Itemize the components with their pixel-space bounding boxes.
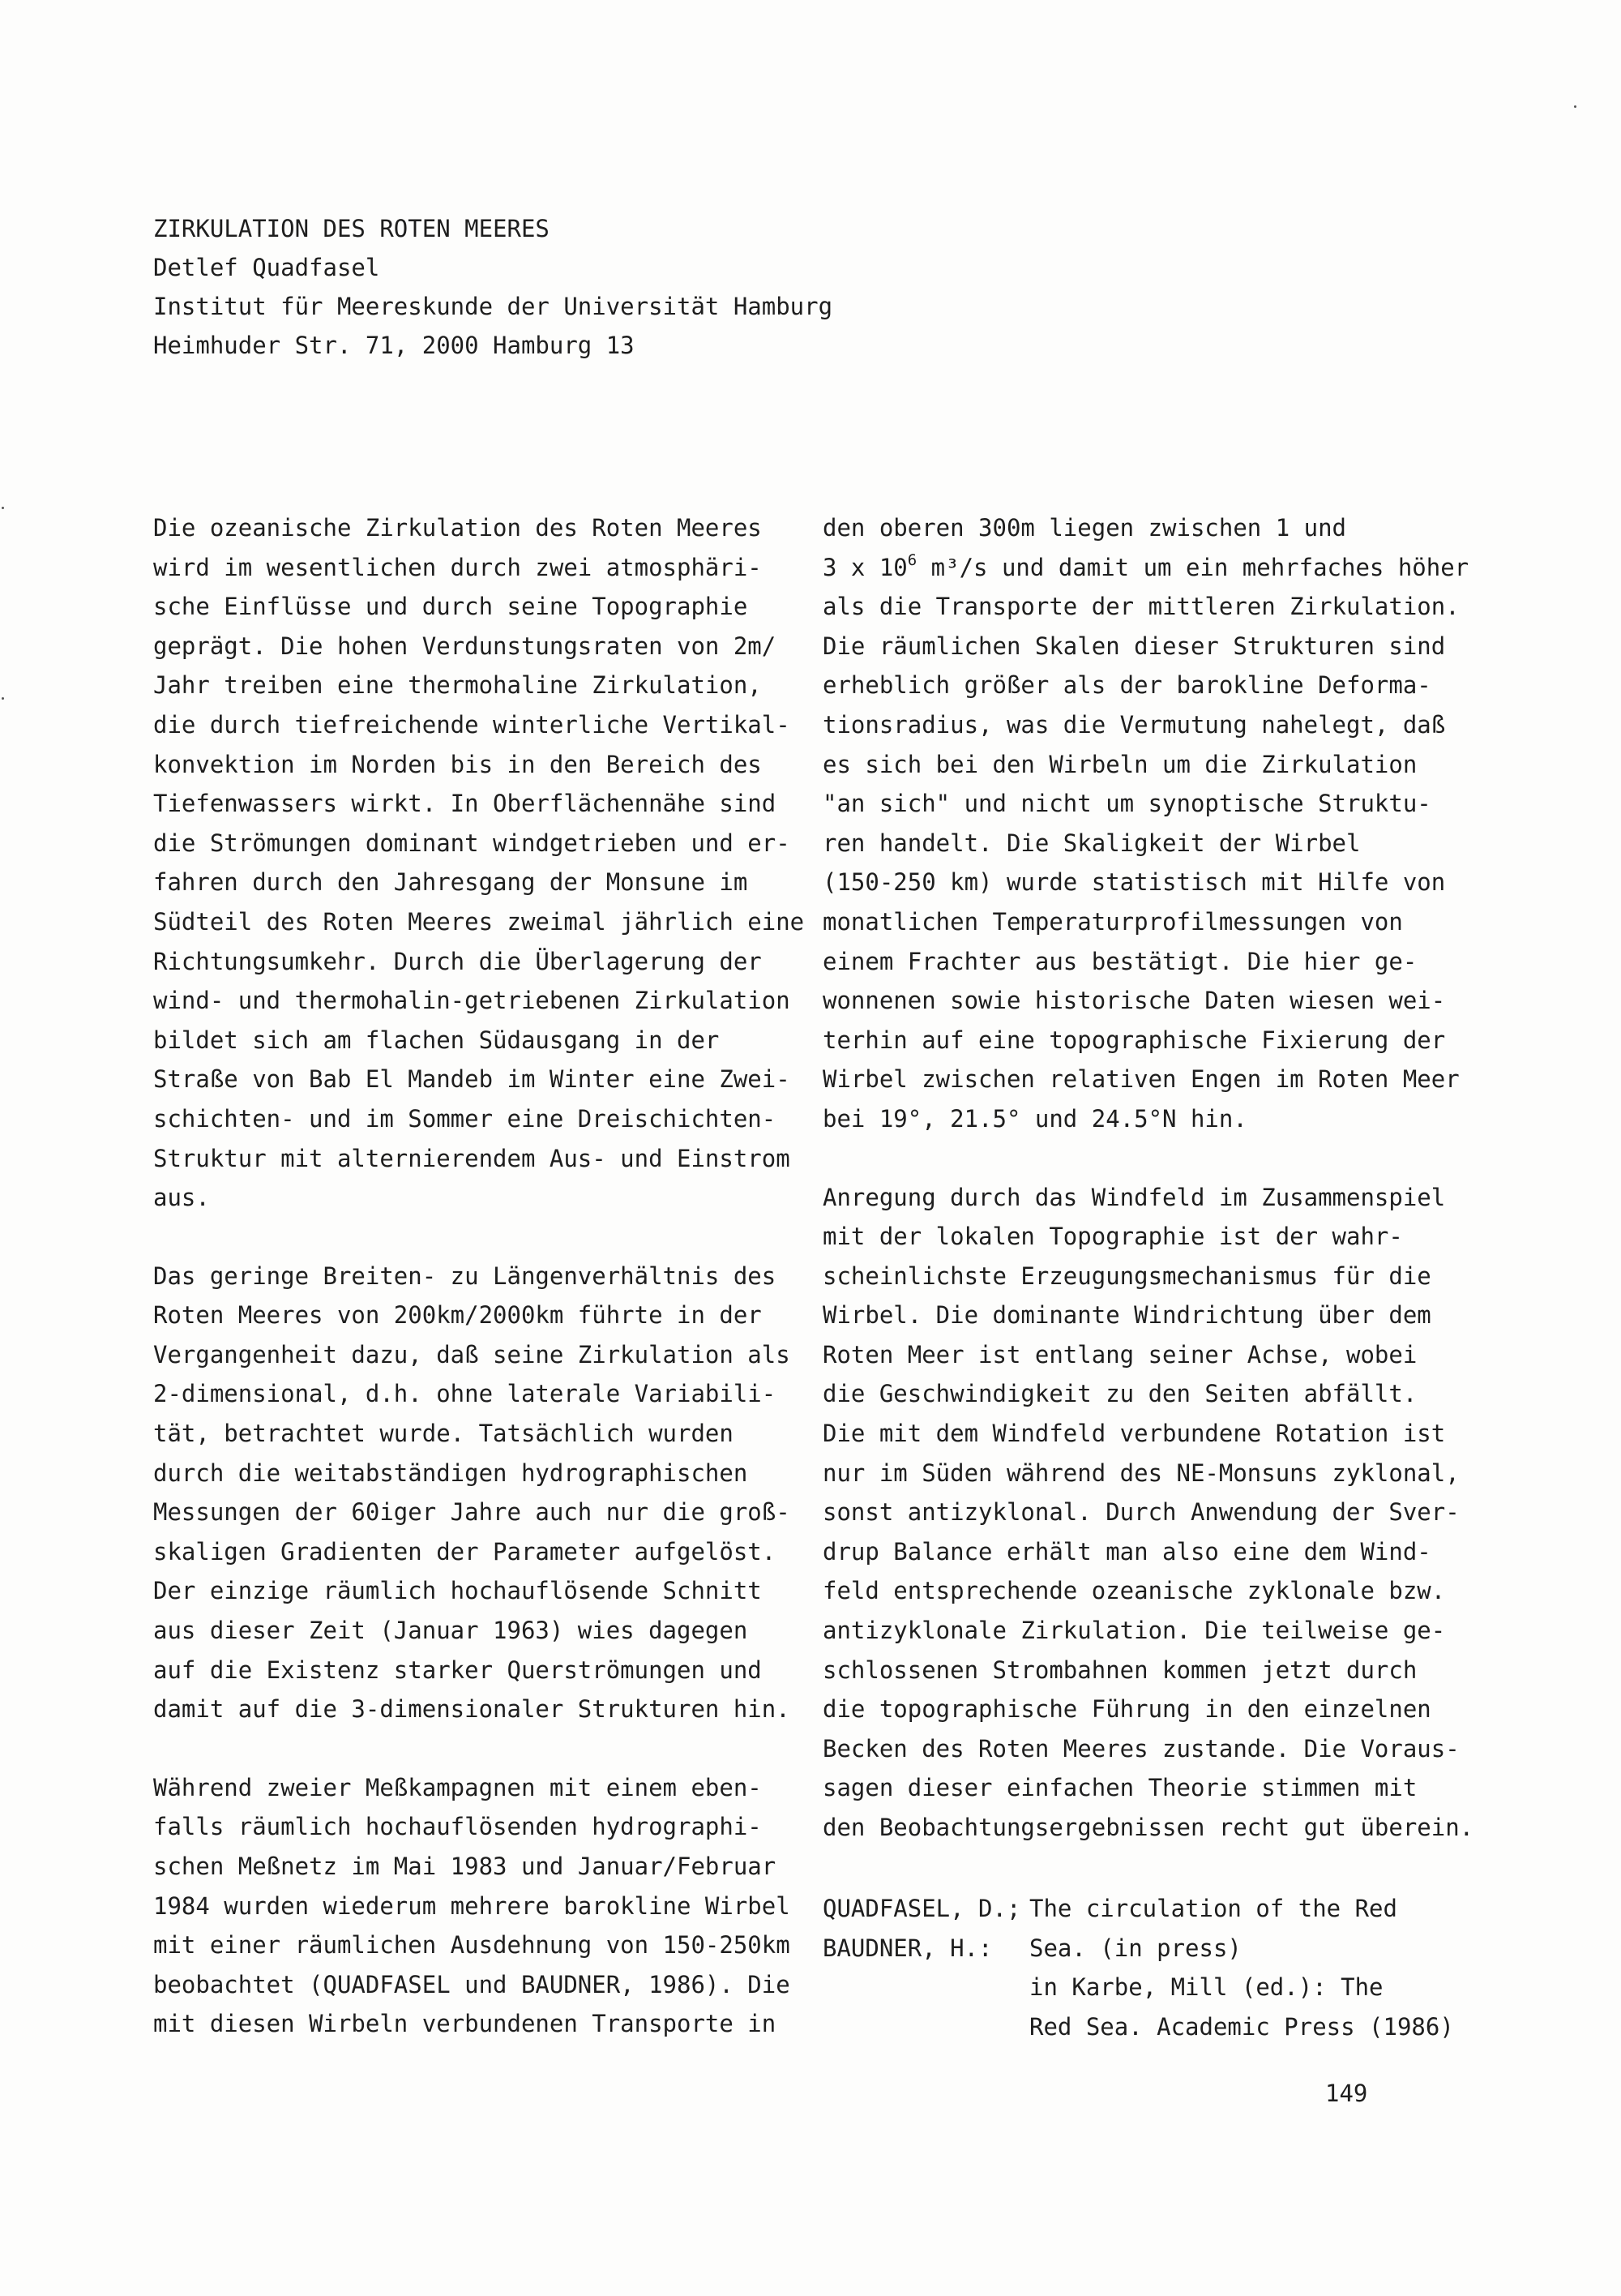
- text-line: scheinlichste Erzeugungsmechanismus für die: [823, 1262, 1431, 1290]
- text-line: einem Frachter aus bestätigt. Die hier ge-: [823, 947, 1418, 975]
- right-column: [823, 508, 1474, 1887]
- text-line: Die räumlichen Skalen dieser Strukturen sind: [823, 632, 1446, 660]
- text-line: drup Balance erhält man also eine dem Wind-: [823, 1537, 1431, 1566]
- reference-row: [823, 1968, 1439, 2007]
- text-line: erheblich größer als der barokline Deforma-: [823, 671, 1431, 700]
- exponent: 6: [907, 550, 917, 569]
- paragraph: [153, 1768, 790, 2044]
- text-line: bildet sich am flachen Südausgang in der: [153, 1026, 720, 1054]
- text-line: schlossenen Strombahnen kommen jetzt durch: [823, 1656, 1418, 1684]
- text-line: Während zweier Meßkampagnen mit einem eben-: [153, 1773, 762, 1801]
- text-line: geprägt. Die hohen Verdunstungsraten von 2m/: [153, 632, 776, 660]
- reference-author: QUADFASEL, D.;: [823, 1895, 1021, 1922]
- reference-text: in Karbe, Mill (ed.): The: [1029, 1973, 1384, 2002]
- text-line: schichten- und im Sommer eine Dreischichten-: [153, 1104, 776, 1133]
- text-line: 2-dimensional, d.h. ohne laterale Variabili-: [153, 1380, 776, 1408]
- text-line: Richtungsumkehr. Durch die Überlagerung der: [153, 947, 762, 975]
- text-line: falls räumlich hochauflösenden hydrographi-: [153, 1813, 762, 1841]
- reference-text: Sea. (in press): [1029, 1934, 1242, 1962]
- text-line: 1984 wurden wiederum mehrere barokline Wirbel: [153, 1891, 790, 1920]
- paragraph: [153, 1257, 790, 1729]
- text-line: Südteil des Roten Meeres zweimal jährlich eine: [153, 907, 805, 936]
- text-line: Messungen der 60iger Jahre auch nur die groß-: [153, 1498, 790, 1527]
- reference-row: [823, 1929, 1439, 1968]
- reference-row: [823, 2007, 1454, 2047]
- paragraph: [823, 1178, 1474, 1848]
- article-title: ZIRKULATION DES ROTEN MEERES: [153, 215, 550, 242]
- text-line: Becken des Roten Meeres zustande. Die Voraus-: [823, 1734, 1460, 1763]
- text-line: nur im Süden während des NE-Monsuns zyklonal,: [823, 1459, 1460, 1487]
- text-line: sagen dieser einfachen Theorie stimmen mit: [823, 1774, 1418, 1802]
- text-line: schen Meßnetz im Mai 1983 und Januar/Februar: [153, 1853, 776, 1880]
- text-line: Jahr treiben eine thermohaline Zirkulation,: [153, 671, 762, 700]
- text-line: ren handelt. Die Skaligkeit der Wirbel: [823, 829, 1361, 857]
- text-line: fahren durch den Jahresgang der Monsune im: [153, 868, 748, 897]
- text-line: wird im wesentlichen durch zwei atmosphäri-: [153, 553, 762, 581]
- text-line-with-exponent: [823, 548, 1469, 588]
- page-number: 149: [1325, 2080, 1368, 2107]
- text-line: die Strömungen dominant windgetrieben und er-: [153, 829, 790, 857]
- text-line: monatlichen Temperaturprofilmessungen von: [823, 907, 1403, 936]
- text-line: Wirbel zwischen relativen Engen im Roten Meer: [823, 1065, 1460, 1094]
- text-line: damit auf die 3-dimensionaler Strukturen hin.: [153, 1695, 790, 1724]
- text-line: Der einzige räumlich hochauflösende Schnitt: [153, 1577, 762, 1605]
- institution: Institut für Meereskunde der Universität Hamburg: [153, 293, 833, 320]
- reference-entry: [823, 1889, 1454, 2046]
- text-line: Die mit dem Windfeld verbundene Rotation ist: [823, 1420, 1446, 1448]
- text-line: konvektion im Norden bis in den Bereich des: [153, 750, 762, 778]
- text-line: mit einer räumlichen Ausdehnung von 150-250km: [153, 1931, 790, 1960]
- address: Heimhuder Str. 71, 2000 Hamburg 13: [153, 332, 635, 359]
- text-line: die Geschwindigkeit zu den Seiten abfällt.: [823, 1380, 1418, 1408]
- reference-author-spacer: [823, 1968, 1029, 2007]
- left-column: [153, 508, 805, 2083]
- text-line: aus.: [153, 1184, 210, 1212]
- text-line: durch die weitabständigen hydrographischen: [153, 1459, 748, 1487]
- text-line: die durch tiefreichende winterliche Vertikal-: [153, 710, 790, 739]
- text-line: wonnenen sowie historische Daten wiesen wei-: [823, 987, 1446, 1015]
- text-line: als die Transporte der mittleren Zirkulation.: [823, 593, 1460, 621]
- text-line: Roten Meer ist entlang seiner Achse, wobei: [823, 1340, 1418, 1369]
- scan-speck: [1574, 105, 1576, 108]
- text-line: "an sich" und nicht um synoptische Struktu-: [823, 790, 1431, 818]
- text-line: antizyklonale Zirkulation. Die teilweise ge-: [823, 1617, 1446, 1645]
- text-line: Das geringe Breiten- zu Längenverhältnis des: [153, 1262, 776, 1290]
- author-name: Detlef Quadfasel: [153, 254, 380, 281]
- text-line: es sich bei den Wirbeln um die Zirkulation: [823, 750, 1418, 778]
- text-line: den Beobachtungsergebnissen recht gut überein.: [823, 1814, 1474, 1841]
- text-line: Straße von Bab El Mandeb im Winter eine Zwei-: [153, 1065, 790, 1094]
- text-line: bei 19°, 21.5° und 24.5°N hin.: [823, 1104, 1247, 1133]
- text-line: Anregung durch das Windfeld im Zusammenspiel: [823, 1183, 1446, 1211]
- text-line: den oberen 300m liegen zwischen 1 und: [823, 514, 1347, 542]
- text-line: aus dieser Zeit (Januar 1963) wies dagegen: [153, 1617, 748, 1645]
- paragraph: [823, 508, 1469, 1139]
- text-line: sche Einflüsse und durch seine Topographie: [153, 593, 748, 621]
- text-line: Roten Meeres von 200km/2000km führte in der: [153, 1301, 762, 1330]
- text-line: die topographische Führung in den einzelnen: [823, 1695, 1431, 1724]
- reference-author: BAUDNER, H.:: [823, 1934, 993, 1962]
- text-line: mit diesen Wirbeln verbundenen Transporte in: [153, 2010, 776, 2038]
- text-line: skaligen Gradienten der Parameter aufgelöst.: [153, 1537, 776, 1566]
- text-line: beobachtet (QUADFASEL und BAUDNER, 1986). Die: [153, 1970, 790, 1998]
- scan-speck: [2, 507, 4, 509]
- text-line: mit der lokalen Topographie ist der wahr-: [823, 1223, 1403, 1251]
- text-line: Tiefenwassers wirkt. In Oberflächennähe sind: [153, 790, 776, 818]
- text-line: Die ozeanische Zirkulation des Roten Meeres: [153, 514, 762, 542]
- scan-speck: [2, 697, 4, 700]
- text-line: tionsradius, was die Vermutung nahelegt, daß: [823, 710, 1446, 739]
- text-fragment: m³/s und damit um ein mehrfaches höher: [917, 553, 1469, 581]
- reference-text: Red Sea. Academic Press (1986): [1029, 2012, 1454, 2041]
- reference-row: [823, 1889, 1439, 1929]
- text-line: Vergangenheit dazu, daß seine Zirkulation als: [153, 1340, 790, 1369]
- text-fragment: 3 x 10: [823, 553, 908, 581]
- text-line: terhin auf eine topographische Fixierung der: [823, 1026, 1446, 1054]
- reference-text: The circulation of the Red: [1029, 1895, 1397, 1922]
- paragraph: [153, 508, 805, 1218]
- text-line: sonst antizyklonal. Durch Anwendung der Sver-: [823, 1498, 1460, 1527]
- text-line: auf die Existenz starker Querströmungen und: [153, 1656, 762, 1684]
- text-line: Wirbel. Die dominante Windrichtung über dem: [823, 1301, 1431, 1330]
- text-line: wind- und thermohalin-getriebenen Zirkulation: [153, 987, 790, 1015]
- text-line: tät, betrachtet wurde. Tatsächlich wurden: [153, 1420, 734, 1448]
- reference-author-spacer: [823, 2007, 1029, 2047]
- text-line: (150-250 km) wurde statistisch mit Hilfe von: [823, 868, 1446, 897]
- text-line: Struktur mit alternierendem Aus- und Einstrom: [153, 1144, 790, 1172]
- article-header: [153, 209, 1045, 365]
- text-line: feld entsprechende ozeanische zyklonale bzw.: [823, 1577, 1446, 1605]
